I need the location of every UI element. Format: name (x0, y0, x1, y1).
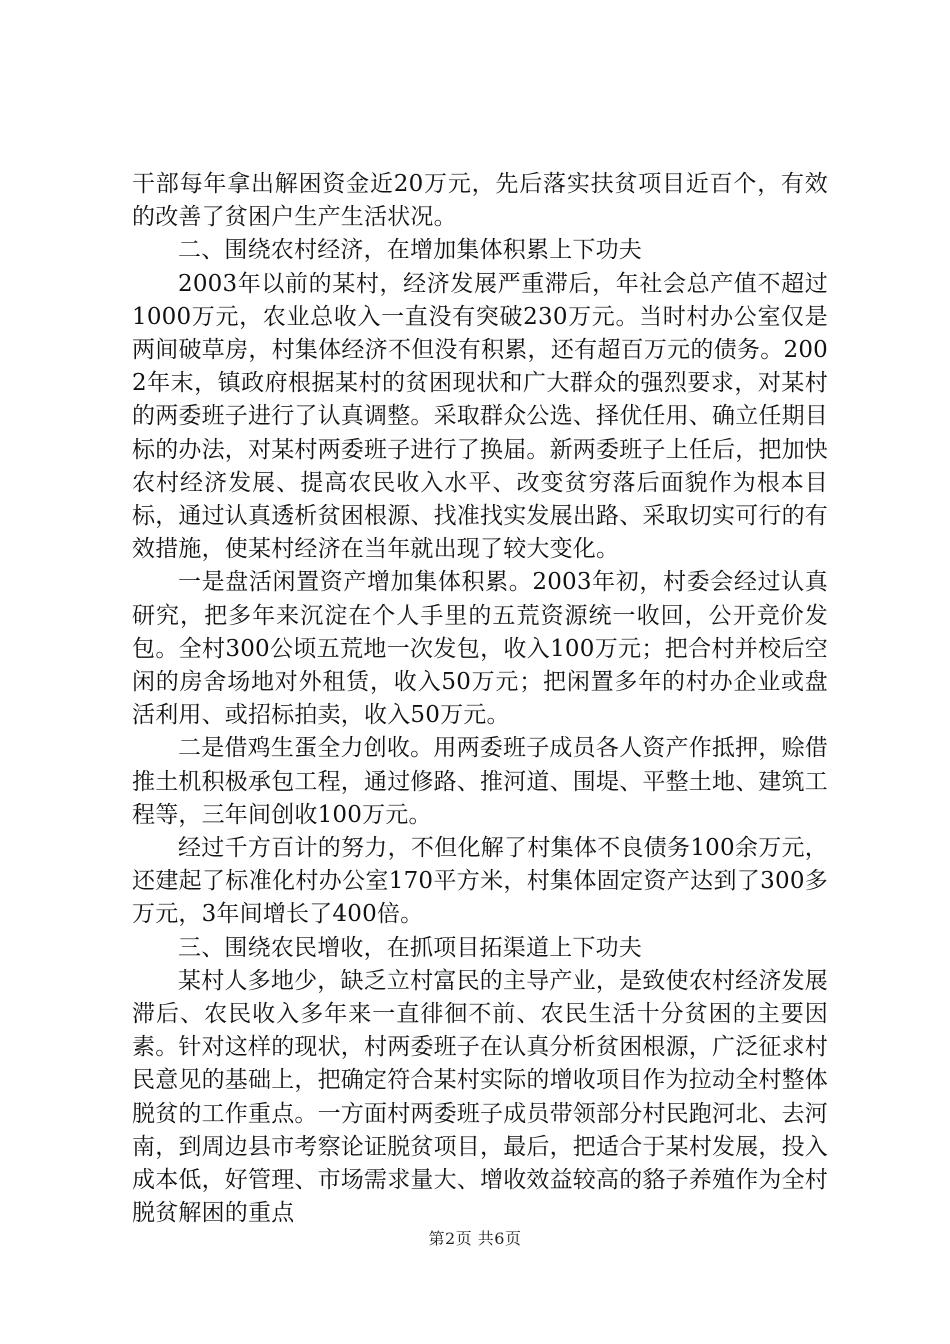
page-footer: 第2页 共6页 (428, 1229, 522, 1248)
paragraph: 二是借鸡生蛋全力创收。用两委班子成员各人资产作抵押，赊借推土机积极承包工程，通过修路、推河道、围堤、平整土地、建筑工程等，三年间创收100万元。 (132, 735, 828, 828)
section-heading: 二、围绕农村经济，在增加集体积累上下功夫 (178, 237, 642, 264)
paragraph: 干部每年拿出解困资金近20万元，先后落实扶贫项目近百个，有效的改善了贫困户生产生活状况。 (132, 171, 828, 231)
paragraph: 2003年以前的某村，经济发展严重滞后，年社会总产值不超过1000万元，农业总收入一直没有突破230万元。当时村办公室仅是两间破草房，村集体经济不但没有积累，还有超百万元的债务。2002年末，镇政府根据某村的贫困现状和广大群众的强烈要求，对某村的两委班子进行了认真调整。采取群众公选、择优任用、确立任期目标的办法，对某村两委班子进行了换届。新两委班子上任后，把加快农村经济发展、提高农民收入水平、改变贫穷落后面貌作为根本目标，通过认真透析贫困根源、找准找实发展出路、采取切实可行的有效措施，使某村经济在当年就出现了较大变化。 (132, 270, 828, 563)
paragraph: 某村人多地少，缺乏立村富民的主导产业，是致使农村经济发展滞后、农民收入多年来一直徘徊不前、农民生活十分贫困的主要因素。针对这样的现状，村两委班子在认真分析贫困根源，广泛征求村民意见的基础上，把确定符合某村实际的增收项目作为拉动全村整体脱贫的工作重点。一方面村两委班子成员带领部分村民跑河北、去河南，到周边县市考察论证脱贫项目，最后，把适合于某村发展，投入成本低，好管理、市场需求量大、增收效益较高的貉子养殖作为全村脱贫解困的重点 (132, 967, 828, 1227)
document-body (132, 168, 828, 1231)
paragraph: 一是盘活闲置资产增加集体积累。2003年初，村委会经过认真研究，把多年来沉淀在个人手里的五荒资源统一收回，公开竞价发包。全村300公顷五荒地一次发包，收入100万元；把合村并校后空闲的房舍场地对外租赁，收入50万元；把闲置多年的村办企业或盘活利用、或招标拍卖，收入50万元。 (132, 569, 828, 729)
paragraph: 经过千方百计的努力，不但化解了村集体不良债务100余万元，还建起了标准化村办公室170平方米，村集体固定资产达到了300多万元，3年间增长了400倍。 (132, 835, 828, 928)
section-heading: 三、围绕农民增收，在抓项目拓渠道上下功夫 (178, 934, 642, 961)
